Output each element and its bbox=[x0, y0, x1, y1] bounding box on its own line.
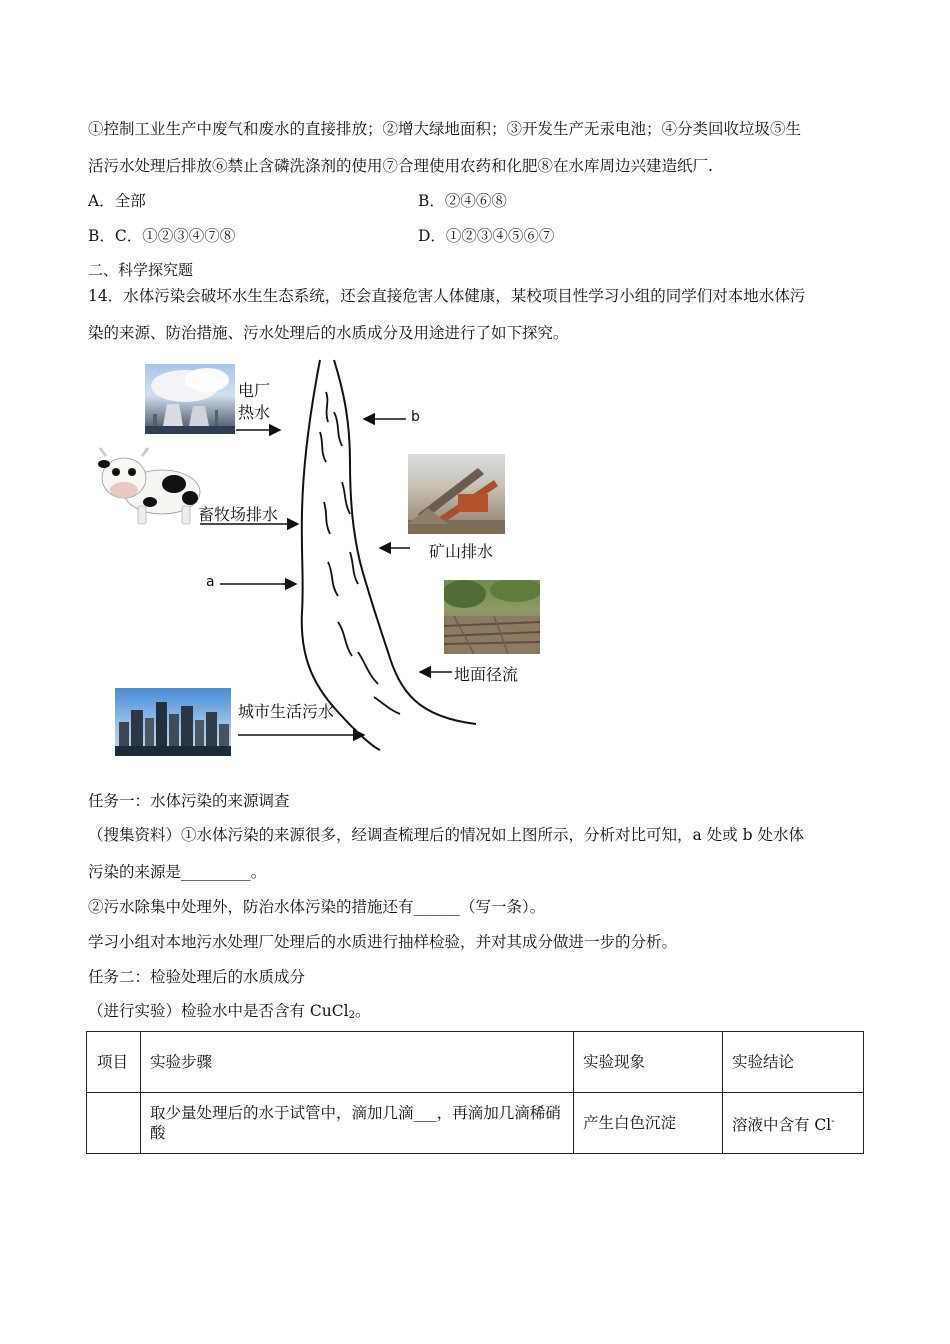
ground-runoff-image bbox=[444, 580, 540, 654]
q13-statements-line2: 活污水处理后排放⑥禁止含磷洗涤剂的使用⑦合理使用农药和化肥⑧在水库周边兴建造纸厂. bbox=[88, 157, 713, 175]
river-ripple-9 bbox=[358, 652, 378, 684]
task2-intro-subscript: 2 bbox=[348, 1010, 355, 1021]
section-title: 二、科学探究题 bbox=[88, 261, 194, 279]
header-conclusion: 实验结论 bbox=[723, 1032, 864, 1093]
mining-machinery-image bbox=[408, 454, 505, 534]
runoff-photo bbox=[444, 580, 540, 654]
river-ripple-8 bbox=[338, 622, 352, 656]
option-b[interactable]: B．②④⑥⑧ bbox=[418, 192, 507, 210]
cooling-towers-image bbox=[145, 364, 235, 434]
task2-intro-suffix: 。 bbox=[354, 1002, 371, 1020]
q14-stem-line2: 染的来源、防治措施、污水处理后的水质成分及用途进行了如下探究。 bbox=[88, 324, 569, 342]
river-ripple-6 bbox=[328, 562, 338, 596]
task1-paragraph1-line2: 污染的来源是_________。 bbox=[88, 863, 267, 881]
row-conclusion-superscript: - bbox=[831, 1115, 835, 1127]
header-item: 项目 bbox=[87, 1032, 141, 1093]
river-ripple-2 bbox=[320, 432, 326, 462]
row-conclusion-text: 溶液中含有 Cl bbox=[732, 1115, 832, 1134]
label-city: 城市生活污水 bbox=[238, 702, 335, 721]
label-a: a bbox=[206, 574, 215, 590]
power-plant-photo bbox=[145, 364, 235, 434]
row-phenomenon-cell: 产生白色沉淀 bbox=[574, 1093, 723, 1154]
header-step: 实验步骤 bbox=[141, 1032, 574, 1093]
label-b: b bbox=[411, 409, 420, 425]
option-c[interactable]: B．C．①②③④⑦⑧ bbox=[88, 227, 236, 245]
river-ripple-1 bbox=[326, 392, 328, 422]
task1-paragraph1-line1: （搜集资料）①水体污染的来源很多，经调查梳理后的情况如上图所示，分析对比可知，a 处或 b 处水体 bbox=[88, 826, 804, 844]
label-power-plant-line1: 电厂 bbox=[238, 381, 271, 400]
row-item-cell bbox=[87, 1093, 141, 1154]
row-step-cell: 取少量处理后的水于试管中，滴加几滴___，再滴加几滴稀硝酸 bbox=[141, 1093, 574, 1154]
label-runoff: 地面径流 bbox=[454, 665, 519, 684]
row-conclusion-cell bbox=[723, 1093, 864, 1154]
cow-illustration bbox=[94, 444, 210, 528]
river-ripple-7 bbox=[350, 552, 358, 584]
task2-intro bbox=[88, 999, 370, 1021]
q13-statements-line1: ①控制工业生产中废气和废水的直接排放；②增大绿地面积；③开发生产无汞电池；④分类回收垃圾⑤生 bbox=[88, 120, 802, 138]
task2-title: 任务二：检验处理后的水质成分 bbox=[88, 968, 306, 986]
task1-title: 任务一：水体污染的来源调查 bbox=[88, 792, 290, 810]
label-power-plant-line2: 热水 bbox=[238, 403, 271, 422]
q14-stem-line1: 14．水体污染会破坏水生生态系统，还会直接危害人体健康，某校项目性学习小组的同学们对本地水体污 bbox=[88, 287, 806, 305]
mine-photo bbox=[408, 454, 505, 534]
label-livestock: 畜牧场排水 bbox=[198, 505, 279, 524]
option-a[interactable]: A．全部 bbox=[88, 192, 146, 210]
table-row bbox=[87, 1093, 864, 1154]
table-header-row bbox=[87, 1032, 864, 1093]
river-ripple-5 bbox=[342, 482, 350, 514]
option-d[interactable]: D．①②③④⑤⑥⑦ bbox=[418, 227, 555, 245]
experiment-table bbox=[86, 1031, 864, 1154]
task2-intro-prefix: （进行实验）检验水中是否含有 CuCl bbox=[88, 1002, 349, 1020]
header-phenomenon: 实验现象 bbox=[574, 1032, 723, 1093]
river-pollution-figure bbox=[88, 352, 588, 772]
river-ripple-10 bbox=[374, 697, 400, 714]
river-ripple-3 bbox=[334, 412, 342, 446]
label-mine: 矿山排水 bbox=[429, 542, 494, 561]
city-skyline-image bbox=[115, 688, 231, 756]
task1-paragraph2: ②污水除集中处理外，防治水体污染的措施还有______（写一条）。 bbox=[88, 898, 546, 916]
cow-image bbox=[94, 444, 210, 528]
city-photo bbox=[115, 688, 231, 756]
river-ripple-4 bbox=[324, 502, 330, 534]
task1-paragraph3: 学习小组对本地污水处理厂处理后的水质进行抽样检验，并对其成分做进一步的分析。 bbox=[88, 933, 678, 951]
